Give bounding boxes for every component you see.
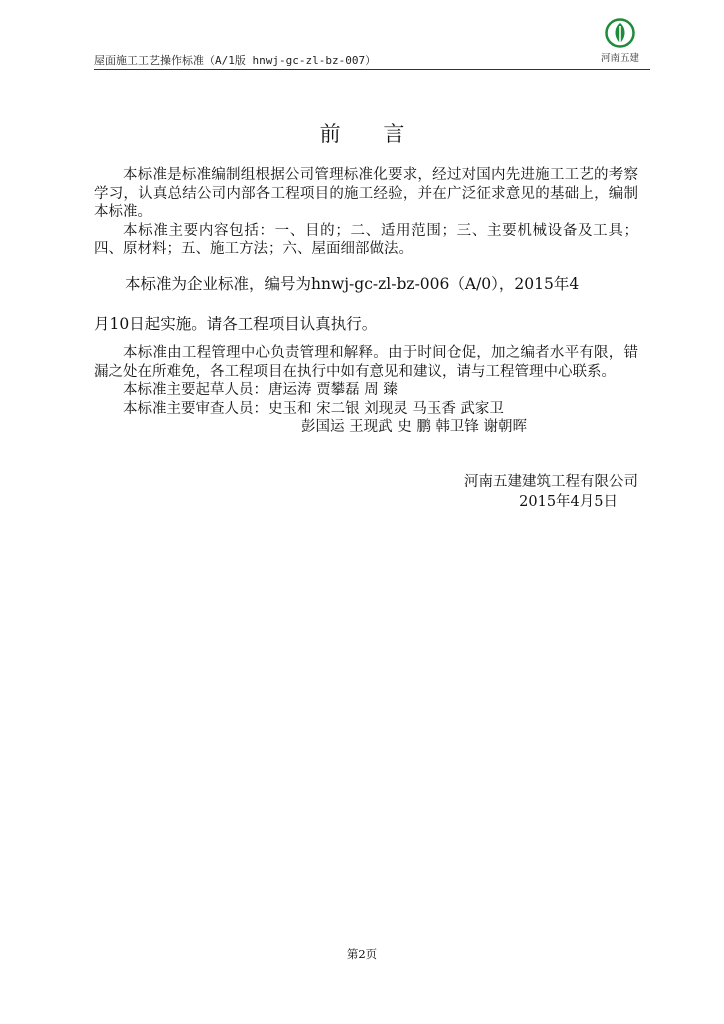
signature-date: 2015年4月5日 (519, 494, 618, 510)
page-header (94, 18, 650, 70)
reviewers-line: 本标准主要审查人员：史玉和 宋二银 刘现灵 马玉香 武家卫 (123, 400, 504, 417)
reviewers-line-continued: 彭国运 王现武 史 鹏 韩卫锋 谢朝晖 (301, 419, 528, 435)
logo-text: 河南五建 (600, 53, 639, 64)
paragraph-standard-number: 本标准为企业标准，编号为hnwj-gc-zl-bz-006（A/0），2015年4 (125, 275, 580, 293)
paragraph-management: 本标准由工程管理中心负责管理和解释。由于时间仓促，加之编者水平有限，错漏之处在所难免，各工程项目在执行中如有意见和建议，请与工程管理中心联系。 (94, 345, 638, 380)
paragraph-contents: 本标准主要内容包括：一、目的；二、适用范围；三、主要机械设备及工具；四、原材料；五、施工方法；六、屋面细部做法。 (94, 222, 638, 257)
management-block (94, 344, 638, 437)
paragraph-compilation: 本标准是标准编制组根据公司管理标准化要求，经过对国内先进施工工艺的考察学习，认真总结公司内部各工程项目的施工经验，并在广泛征求意见的基础上，编制本标准。 (94, 167, 638, 220)
intro-block (94, 166, 638, 259)
header-divider (94, 69, 650, 70)
company-leaf-logo-icon (605, 18, 635, 48)
company-logo (590, 18, 650, 70)
paragraph-effective-date: 月10日起实施。请各工程项目认真执行。 (94, 315, 378, 333)
drafters-line: 本标准主要起草人员：唐运涛 贾攀磊 周 臻 (123, 382, 398, 398)
page-title: 前 言 (319, 122, 423, 146)
signature-block (464, 472, 638, 512)
signature-company: 河南五建建筑工程有限公司 (464, 474, 638, 490)
header-title: 屋面施工工艺操作标准（A/1版 hnwj-gc-zl-bz-007） (94, 54, 377, 67)
page-number: 第2页 (346, 947, 378, 961)
